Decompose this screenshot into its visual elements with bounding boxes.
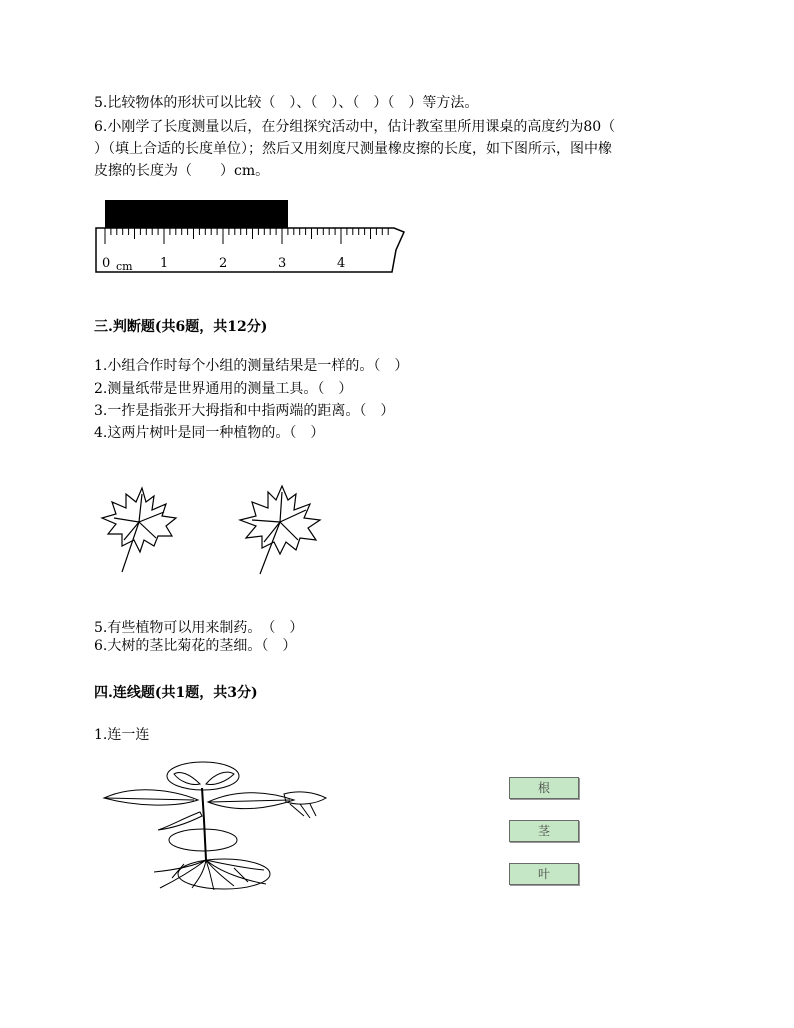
question-6-line-2: ）（填上合适的长度单位）；然后又用刻度尺测量橡皮擦的长度，如下图所示，图中橡 <box>94 141 612 157</box>
ruler-figure <box>94 196 406 276</box>
ruler-label-2: 2 <box>219 256 228 271</box>
judge-item-1: 1.小组合作时每个小组的测量结果是一样的。（ ） <box>94 358 409 374</box>
leaf-left-icon <box>104 790 198 805</box>
section-3-heading: 三.判断题(共6题，共12分) <box>94 319 268 335</box>
ruler-label-0: 0 <box>102 256 111 271</box>
section-4-heading: 四.连线题(共1题，共3分) <box>94 685 258 701</box>
ruler-label-3: 3 <box>278 256 287 271</box>
question-6-line-1: 6.小刚学了长度测量以后，在分组探究活动中，估计教室里所用课桌的高度约为80（ <box>94 119 616 135</box>
leaf-circle <box>167 762 239 790</box>
question-6-line-3: 皮擦的长度为（ ）cm。 <box>94 163 270 179</box>
stem-circle <box>169 829 237 851</box>
judge-item-2: 2.测量纸带是世界通用的测量工具。（ ） <box>94 381 353 397</box>
top-leaf-icon <box>174 772 200 784</box>
judge-item-6: 6.大树的茎比菊花的茎细。（ ） <box>94 638 297 654</box>
match-box-leaf[interactable]: 叶 <box>509 863 579 885</box>
ruler-label-1: 1 <box>160 256 169 271</box>
match-box-root[interactable]: 根 <box>509 777 579 799</box>
judge-item-4: 4.这两片树叶是同一种植物的。（ ） <box>94 425 325 441</box>
eraser-bar <box>105 200 288 228</box>
roots <box>154 860 266 890</box>
plant-figure <box>94 760 334 890</box>
matching-question-1: 1.连一连 <box>94 727 150 743</box>
ruler-label-4: 4 <box>337 256 346 271</box>
maple-leaf-right-icon <box>240 486 320 574</box>
judge-item-3: 3.一拃是指张开大拇指和中指两端的距离。（ ） <box>94 403 395 419</box>
maple-leaf-left-icon <box>102 488 176 572</box>
two-leaves-figure <box>92 482 332 578</box>
stem <box>202 788 206 860</box>
match-box-stem[interactable]: 茎 <box>509 820 579 842</box>
ruler-label-cm: cm <box>116 260 133 273</box>
ruler-body <box>96 228 404 272</box>
judge-item-5: 5.有些植物可以用来制药。 （ ） <box>94 620 304 636</box>
question-5: 5.比较物体的形状可以比较（ ）、（ ）、（ ）（ ）等方法。 <box>94 95 479 111</box>
